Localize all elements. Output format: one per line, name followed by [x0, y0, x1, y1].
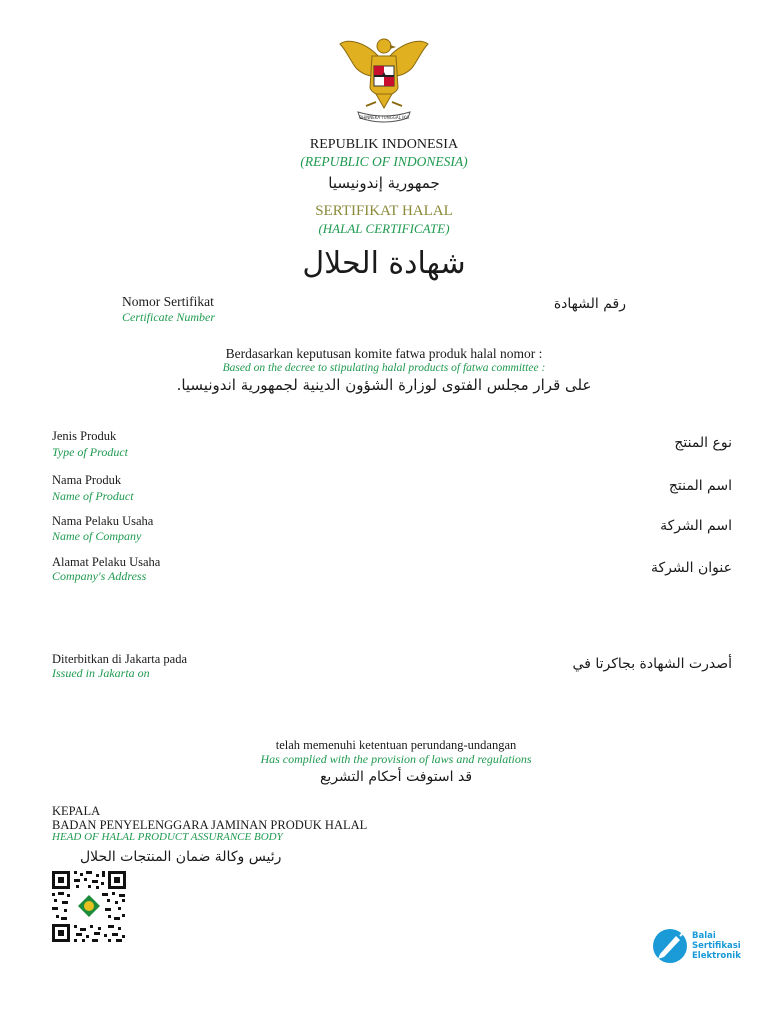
decree-text-en: Based on the decree to stipulating halal products of fatwa committee : [222, 362, 546, 374]
decree-text: Berdasarkan keputusan komite fatwa produk halal nomor : [225, 346, 543, 361]
signatory-body-en: HEAD OF HALAL PRODUCT ASSURANCE BODY [52, 831, 283, 843]
field-company-label: Nama Pelaku Usaha [52, 514, 154, 528]
field-company-label-en: Name of Company [52, 529, 142, 543]
signatory-body: BADAN PENYELENGGARA JAMINAN PRODUK HALAL [52, 818, 368, 832]
certificate-number-label: Nomor Sertifikat [122, 294, 214, 309]
issued-label: Diterbitkan di Jakarta pada [52, 652, 188, 666]
country-name-ar: جمهورية إندونيسيا [328, 174, 440, 192]
decree-text-ar: على قرار مجلس الفتوى لوزارة الشؤون الدينية لجمهورية اندونيسيا. [176, 376, 592, 394]
garuda-emblem [336, 32, 432, 128]
field-name-label-ar: اسم المنتج [668, 478, 732, 494]
field-name-label-en: Name of Product [52, 489, 134, 503]
field-address-label-en: Company's Address [52, 569, 147, 583]
field-type-label: Jenis Produk [52, 429, 117, 443]
qr-code[interactable] [52, 871, 126, 942]
field-type-label-en: Type of Product [52, 445, 128, 459]
certificate-title-en: (HALAL CERTIFICATE) [318, 221, 450, 236]
signatory-body-ar: رئيس وكالة ضمان المنتجات الحلال [80, 849, 282, 865]
compliance-text-en: Has complied with the provision of laws and regulations [260, 752, 532, 766]
certificate-title-ar: شهادة الحلال [302, 246, 466, 281]
issued-label-ar: أصدرت الشهادة بجاكرتا في [572, 656, 732, 672]
certificate-title: SERTIFIKAT HALAL [315, 203, 453, 219]
bsre-logo [652, 926, 752, 966]
country-name-en: (REPUBLIC OF INDONESIA) [300, 154, 468, 169]
field-address-label: Alamat Pelaku Usaha [52, 555, 161, 569]
certificate-number-label-ar: رقم الشهادة [553, 296, 626, 312]
country-name: REPUBLIK INDONESIA [309, 137, 459, 152]
field-company-label-ar: اسم الشركة [660, 518, 732, 534]
bsre-pen-icon [653, 929, 687, 963]
field-type-label-ar: نوع المنتج [674, 435, 732, 451]
bsre-line1: Balai [692, 931, 716, 941]
certificate-number-label-en: Certificate Number [122, 310, 215, 324]
field-address-label-ar: عنوان الشركة [651, 560, 732, 576]
bsre-line3: Elektronik [692, 951, 741, 961]
emblem-motto: BHINNEKA TUNGGAL IKA [359, 115, 409, 120]
compliance-text-ar: قد استوفت أحكام التشريع [319, 769, 473, 785]
bsre-line2: Sertifikasi [692, 941, 741, 951]
field-name-label: Nama Produk [52, 473, 122, 487]
issued-label-en: Issued in Jakarta on [52, 666, 150, 680]
signatory-title: KEPALA [52, 804, 101, 818]
compliance-text: telah memenuhi ketentuan perundang-undangan [275, 738, 517, 752]
